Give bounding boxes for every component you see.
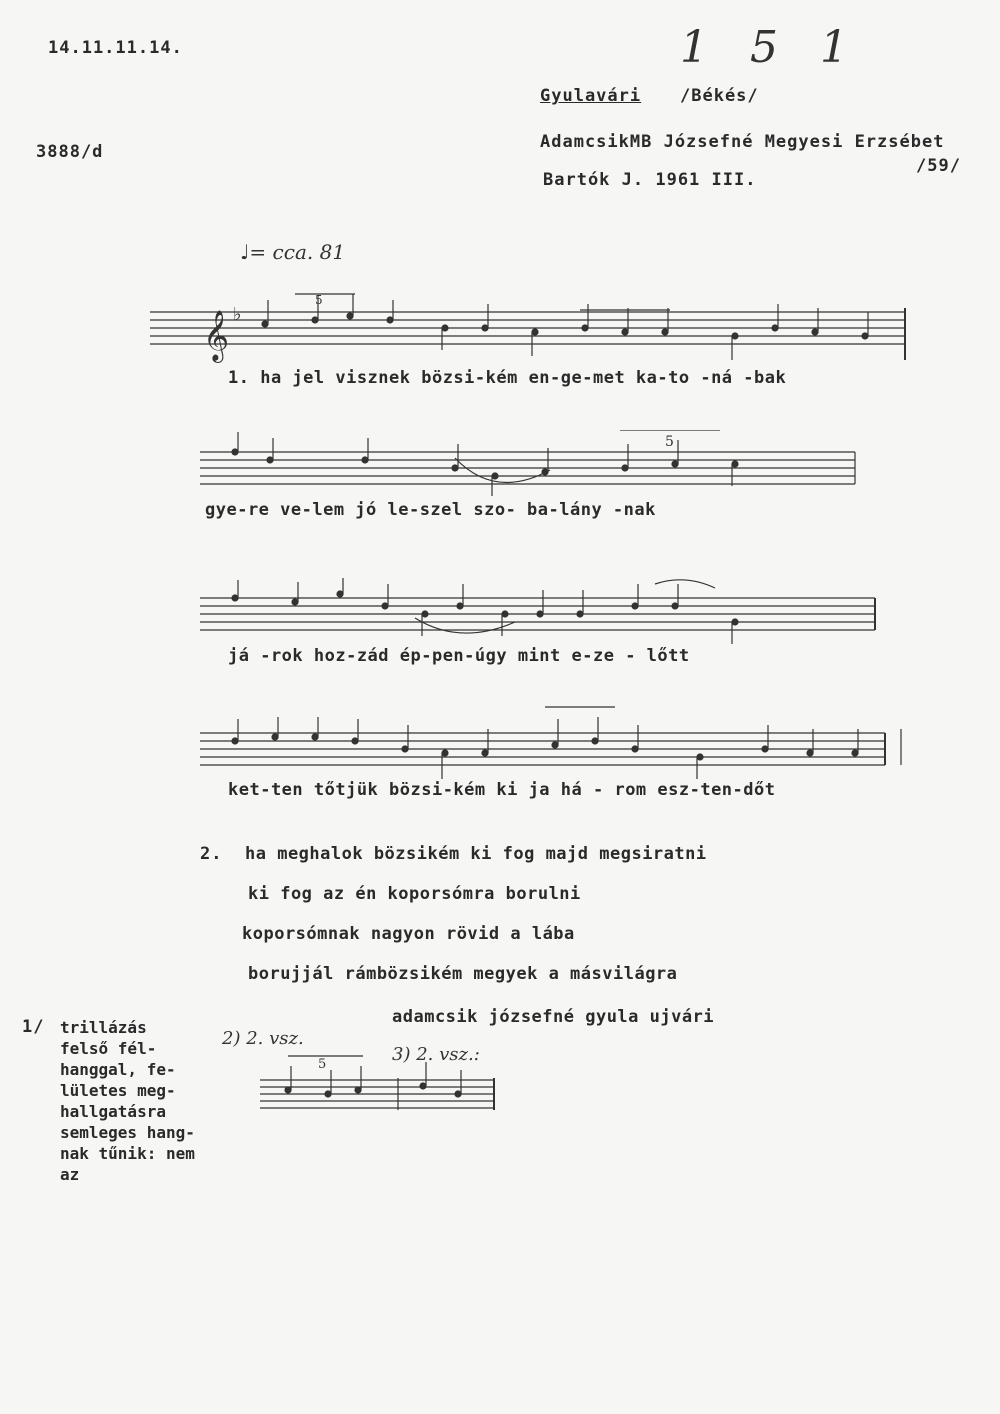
footnote-3-handwritten: 3) 2. vsz.: [392,1044,480,1065]
signature-line: adamcsik józsefné gyula ujvári [392,1007,715,1027]
svg-text:5: 5 [315,293,323,307]
lyric-line-1: 1. ha jel visznek bözsi-kém en-ge-met ka-to -ná -bak [228,368,787,388]
handwritten-number: 1 5 1 [680,22,862,73]
verse-2-number: 2. [200,844,223,864]
singer-name: AdamcsikMB Józsefné Megyesi Erzsébet [540,132,945,152]
verse-2-line-3: koporsómnak nagyon rövid a lába [242,924,575,944]
footnote-2-handwritten: 2) 2. vsz. [222,1028,304,1049]
svg-text:5: 5 [318,1057,327,1072]
singer-age: /59/ [916,156,961,176]
tempo-marking: ♩= cca. 81 [240,240,346,264]
music-staff-2 [195,430,895,510]
collector-info: Bartók J. 1961 III. [543,170,757,190]
region-name: /Békés/ [680,86,759,106]
lyric-line-4: ket-ten tőtjük bözsi-kém ki ja há - rom esz-ten-dőt [228,780,776,800]
svg-text:5: 5 [665,434,674,450]
footnote-marker: 1/ [22,1017,45,1037]
footnote-text: trillázás felső fél- hanggal, fe- lületes meg- hallgatásra semleges hang- nak tűnik: nem az [60,1018,195,1184]
verse-2-line-1: ha meghalok bözsikém ki fog majd megsiratni [245,844,707,864]
lyric-line-3: já -rok hoz-zád ép-pen-úgy mint e-ze - lőtt [228,646,690,666]
verse-2-line-4: borujjál rámbözsikém megyek a másvilágra [248,964,678,984]
verse-2-line-2: ki fog az én koporsómra borulni [248,884,581,904]
music-staff-3 [195,576,895,656]
svg-text:𝄞: 𝄞 [203,310,230,361]
date-code: 14.11.11.14. [48,38,183,58]
lyric-line-2: gye-re ve-lem jó le-szel szo- ba-lány -nak [205,500,656,520]
svg-text:♭: ♭ [233,304,242,325]
place-name: Gyulavári [540,86,642,106]
archive-code: 3888/d [36,142,104,162]
footnote-staff [258,1050,498,1130]
